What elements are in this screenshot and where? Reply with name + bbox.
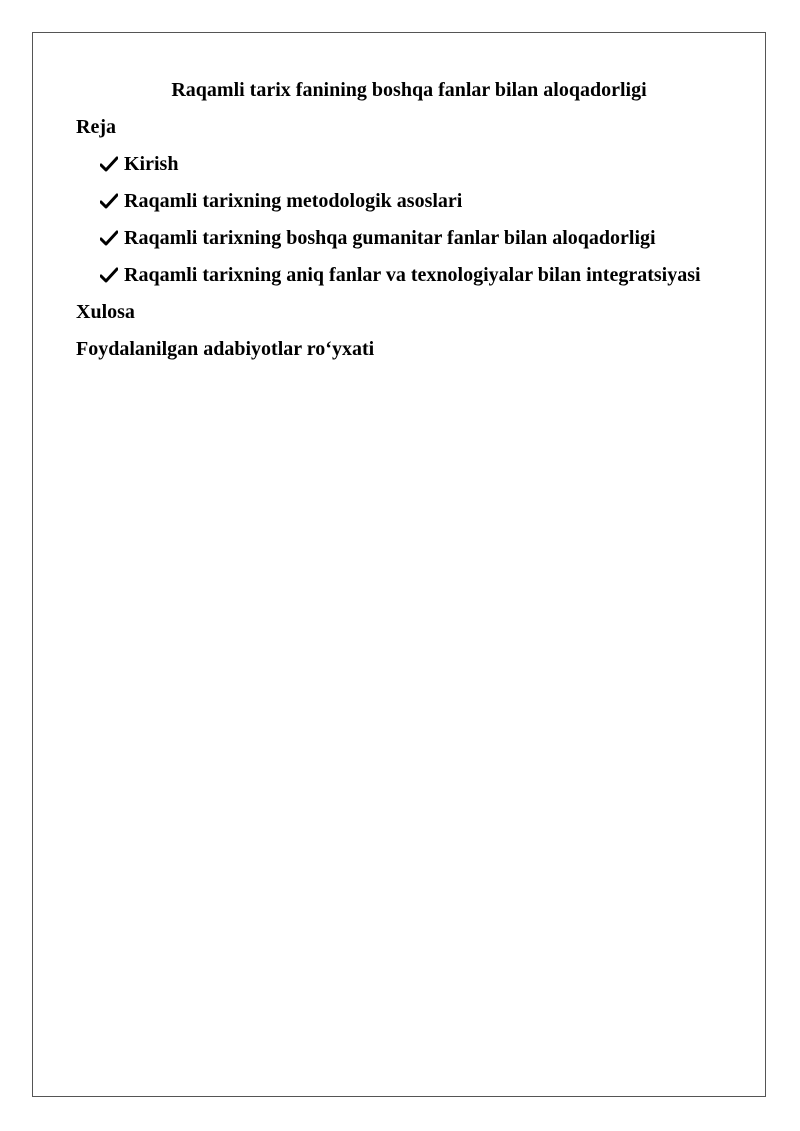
document-title: Raqamli tarix fanining boshqa fanlar bilan aloqadorligi <box>171 79 647 101</box>
document-body <box>76 72 716 368</box>
checkmark-icon <box>100 183 124 220</box>
checkmark-icon <box>100 146 124 183</box>
plan-item-label: Raqamli tarixning boshqa gumanitar fanlar bilan aloqadorligi <box>124 227 656 249</box>
plan-item-label: Kirish <box>124 153 179 175</box>
checkmark-icon <box>100 257 124 294</box>
checkmark-icon <box>100 220 124 257</box>
plan-item-label: Raqamli tarixning metodologik asoslari <box>124 190 463 212</box>
plan-list <box>76 146 716 294</box>
conclusion-heading: Xulosa <box>76 301 135 323</box>
plan-item <box>100 257 716 294</box>
plan-heading: Reja <box>76 116 116 138</box>
plan-item <box>100 183 716 220</box>
references-heading: Foydalanilgan adabiyotlar ro‘yxati <box>76 338 375 360</box>
plan-item <box>100 146 716 183</box>
plan-item-label: Raqamli tarixning aniq fanlar va texnologiyalar bilan integratsiyasi <box>124 264 701 286</box>
plan-item <box>100 220 716 257</box>
